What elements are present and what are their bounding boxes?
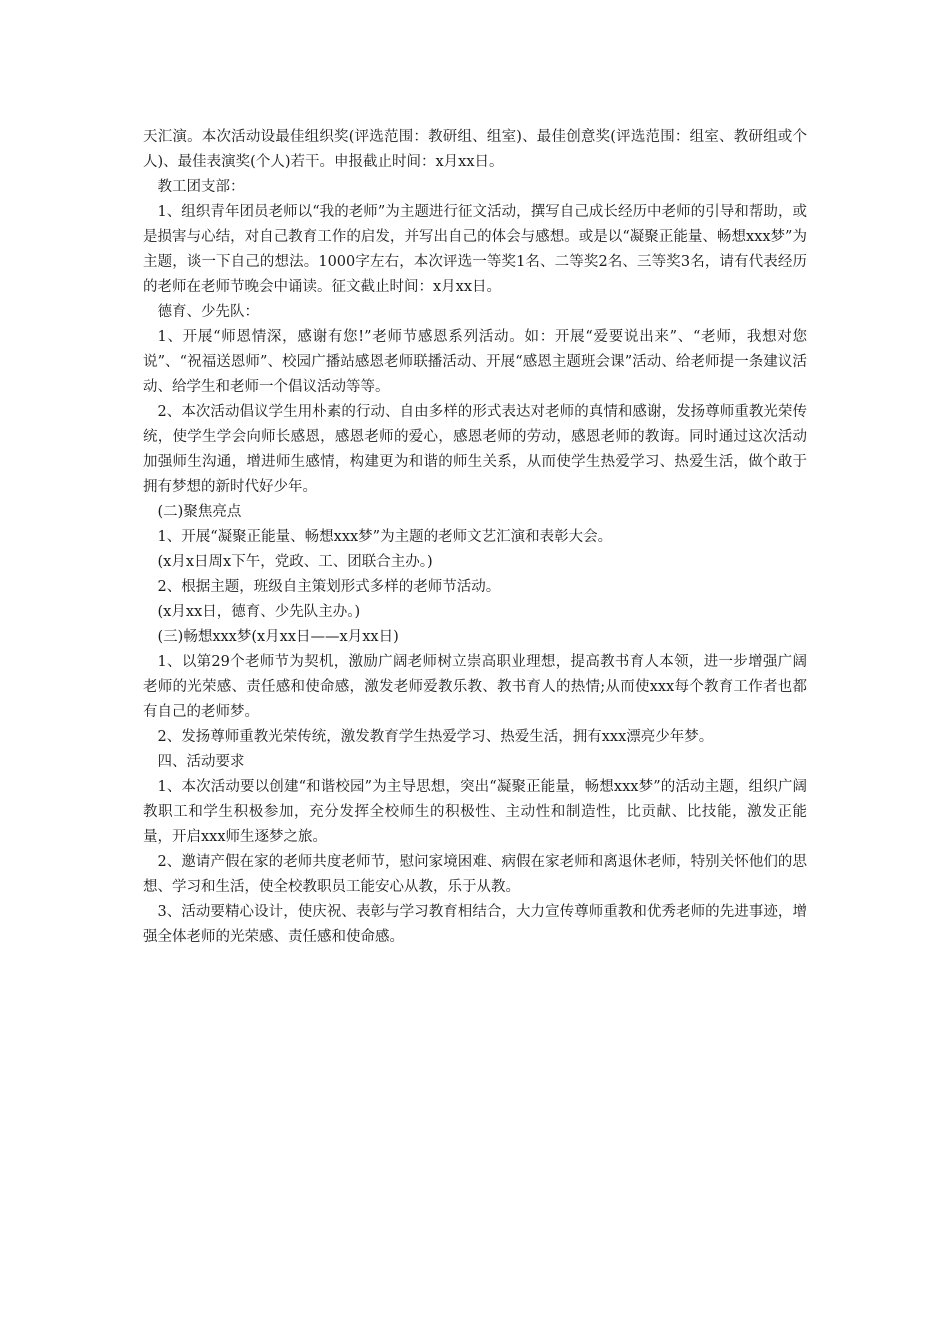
section-heading-requirements: 四、活动要求 [157,754,245,770]
paragraph: 2、发扬尊师重教光荣传统，激发教育学生热爱学习、热爱生活，拥有xxx漂亮少年梦。 [157,729,714,745]
section-heading-moral-education: 德育、少先队： [157,304,259,320]
document-body [143,125,807,950]
paragraph: 1、开展“师恩情深，感谢有您!”老师节感恩系列活动。如：开展“爱要说出来”、“老师，我想对您说”、“祝福送恩师”、校园广播站感恩老师联播活动、开展“感恩主题班会课”活动、给老师提一条建议活动、给学生和老师一个倡议活动等等。 [143,329,807,395]
paragraph-note: (x月xx日，德育、少先队主办。) [157,604,361,620]
section-heading-league-branch: 教工团支部： [157,179,245,195]
paragraph: 1、组织青年团员老师以“我的老师”为主题进行征文活动，撰写自己成长经历中老师的引导和帮助，或是损害与心结，对自己教育工作的启发，并写出自己的体会与感想。或是以“凝聚正能量、畅想xxx梦”为主题，谈一下自己的想法。1000字左右，本次评选一等奖1名、二等奖2名、三等奖3名，请有代表经历的老师在老师节晚会中诵读。征文截止时间：x月xx日。 [143,204,807,295]
section-heading-dream: (三)畅想xxx梦(x月xx日——x月xx日) [157,629,399,645]
section-heading-highlights: (二)聚焦亮点 [157,504,242,520]
paragraph-continuation: 天汇演。本次活动设最佳组织奖(评选范围：教研组、组室)、最佳创意奖(评选范围：组室、教研组或个人)、最佳表演奖(个人)若干。申报截止时间：x月xx日。 [143,129,807,170]
paragraph-note: (x月x日周x下午，党政、工、团联合主办。) [157,554,433,570]
paragraph: 3、活动要精心设计，使庆祝、表彰与学习教育相结合，大力宣传尊师重教和优秀老师的先进事迹，增强全体老师的光荣感、责任感和使命感。 [143,904,807,945]
paragraph: 1、开展“凝聚正能量、畅想xxx梦”为主题的老师文艺汇演和表彰大会。 [157,529,613,545]
paragraph: 2、根据主题，班级自主策划形式多样的老师节活动。 [157,579,501,595]
paragraph: 1、以第29个老师节为契机，激励广阔老师树立崇高职业理想，提高教书育人本领，进一步增强广阔老师的光荣感、责任感和使命感，激发老师爱教乐教、教书育人的热情;从而使xxx每个教育工作者也都有自己的老师梦。 [143,654,807,720]
paragraph: 1、本次活动要以创建“和谐校园”为主导思想，突出“凝聚正能量，畅想xxx梦”的活动主题，组织广阔教职工和学生积极参加，充分发挥全校师生的积极性、主动性和制造性，比贡献、比技能，激发正能量，开启xxx师生逐梦之旅。 [143,779,807,845]
paragraph: 2、本次活动倡议学生用朴素的行动、自由多样的形式表达对老师的真情和感谢，发扬尊师重教光荣传统，使学生学会向师长感恩，感恩老师的爱心，感恩老师的劳动，感恩老师的教诲。同时通过这次活动加强师生沟通，增进师生感情，构建更为和谐的师生关系，从而使学生热爱学习、热爱生活，做个敢于拥有梦想的新时代好少年。 [143,404,807,495]
paragraph: 2、邀请产假在家的老师共度老师节，慰问家境困难、病假在家老师和离退休老师，特别关怀他们的思想、学习和生活，使全校教职员工能安心从教，乐于从教。 [143,854,807,895]
